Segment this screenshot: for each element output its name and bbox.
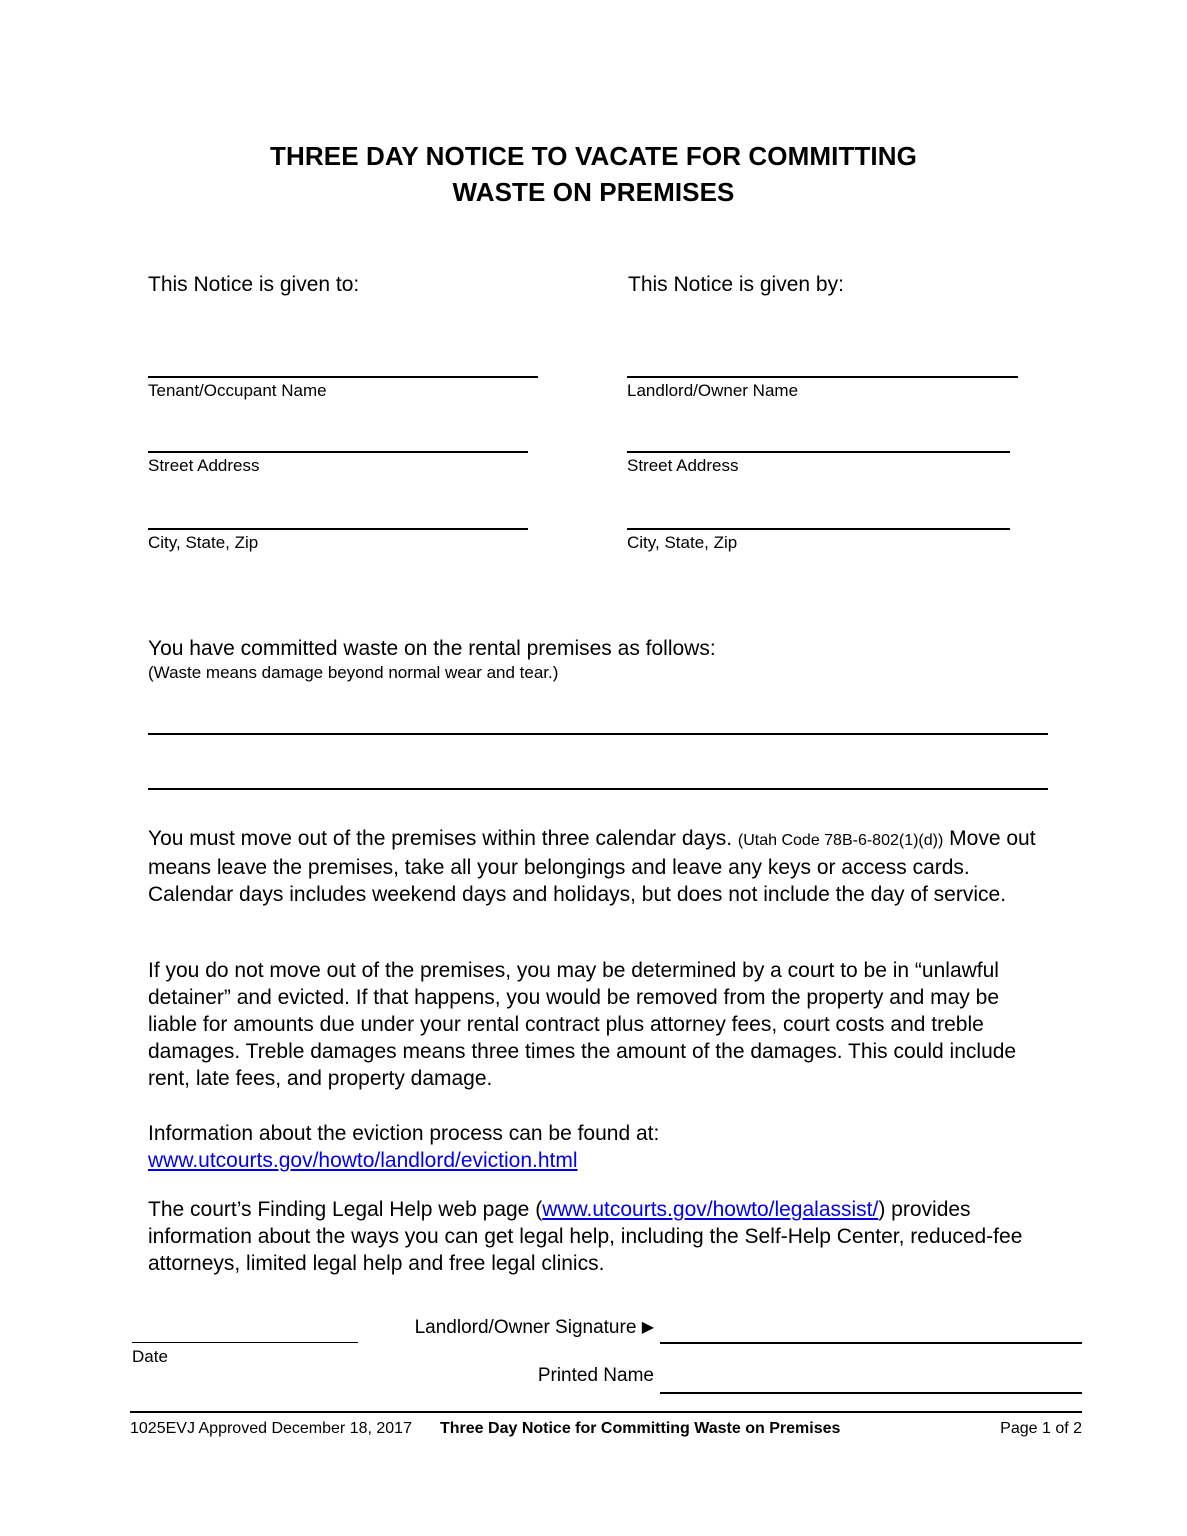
waste-description-line-2[interactable]: [148, 788, 1048, 790]
tenant-name-field[interactable]: [148, 376, 538, 402]
date-rule[interactable]: [132, 1342, 358, 1343]
signature-label: [392, 1316, 654, 1340]
eviction-info-lead: Information about the eviction process can be found at:: [148, 1122, 660, 1145]
tenant-city-field[interactable]: [148, 528, 528, 554]
legal-help-text-before: The court’s Finding Legal Help web page (: [148, 1198, 543, 1221]
moveout-lead-text: You must move out of the premises within three calendar days.: [148, 827, 733, 850]
signature-block: [0, 1316, 1187, 1406]
signature-rule[interactable]: [660, 1342, 1082, 1344]
landlord-name-caption: Landlord/Owner Name: [627, 381, 799, 400]
waste-description-line-1[interactable]: [148, 733, 1048, 735]
landlord-city-caption: City, State, Zip: [627, 533, 738, 552]
legal-help-paragraph: [148, 1196, 1048, 1277]
page-title-line-1: THREE DAY NOTICE TO VACATE FOR COMMITTING: [270, 141, 917, 171]
waste-statement-section: [148, 636, 1048, 684]
right-triangle-icon: ▶: [641, 1319, 654, 1336]
tenant-column: [148, 272, 628, 298]
page-title-line-2: WASTE ON PREMISES: [452, 177, 735, 207]
waste-statement-lead: You have committed waste on the rental premises as follows:: [148, 637, 716, 660]
eviction-info-paragraph: [148, 1120, 1048, 1174]
tenant-city-caption: City, State, Zip: [148, 533, 259, 552]
landlord-city-field[interactable]: [627, 528, 1010, 554]
page-footer: [130, 1418, 1082, 1468]
unlawful-detainer-paragraph: If you do not move out of the premises, you may be determined by a court to be in “unlawful detainer” and evicted. If that happens, you would be removed from the property and may be liable for amounts due under your rental contract plus attorney fees, court costs and treble damages. Treble damages means three times the amount of the damages. This could include rent, late fees, and property damage.: [148, 959, 1017, 1090]
footer-title: Three Day Notice for Committing Waste on Premises: [440, 1420, 841, 1437]
page-title: [0, 138, 1187, 210]
legal-help-link[interactable]: www.utcourts.gov/howto/legalassist/: [542, 1198, 879, 1221]
tenant-street-field[interactable]: [148, 451, 528, 477]
footer-page-number: Page 1 of 2: [1000, 1420, 1082, 1437]
printed-name-rule[interactable]: [660, 1392, 1082, 1394]
eviction-info-link[interactable]: www.utcourts.gov/howto/landlord/eviction.html: [148, 1149, 578, 1172]
signature-label-text: Landlord/Owner Signature: [414, 1317, 637, 1338]
landlord-street-caption: Street Address: [627, 456, 739, 475]
waste-definition-note: (Waste means damage beyond normal wear and tear.): [148, 663, 559, 682]
legal-help-text-after: ) provides information about the ways you can get legal help, including the Self-Help Center, reduced-fee attorneys, limited legal help and free legal clinics.: [148, 1198, 1023, 1275]
footer-form-info: 1025EVJ Approved December 18, 2017: [130, 1420, 412, 1437]
landlord-street-field[interactable]: [627, 451, 1010, 477]
printed-name-label: Printed Name: [537, 1365, 654, 1386]
party-information-block: [148, 272, 1048, 552]
landlord-name-field[interactable]: [627, 376, 1018, 402]
date-caption: Date: [132, 1347, 168, 1366]
party-columns: [148, 272, 1048, 298]
moveout-paragraph: [148, 825, 1048, 908]
landlord-column: [628, 272, 1048, 298]
given-to-heading: This Notice is given to:: [148, 273, 360, 296]
given-by-heading: This Notice is given by:: [628, 273, 844, 296]
moveout-rest-text: Move out means leave the premises, take all your belongings and leave any keys or access cards. Calendar days includes weekend days and holidays, but does not include the day of service.: [148, 827, 1036, 906]
tenant-street-caption: Street Address: [148, 456, 260, 475]
footer-divider: [130, 1411, 1082, 1413]
tenant-name-caption: Tenant/Occupant Name: [148, 381, 327, 400]
moveout-statute-citation: (Utah Code 78B-6-802(1)(d)): [737, 832, 944, 849]
